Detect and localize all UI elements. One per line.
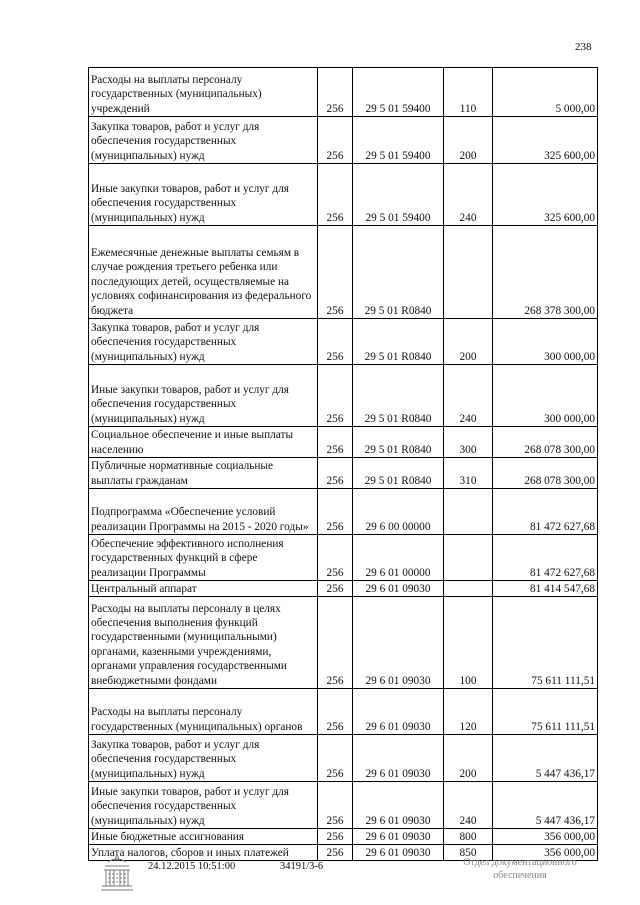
row-sum: 268 078 300,00: [493, 427, 598, 458]
row-sum: 5 447 436,17: [493, 735, 598, 782]
row-code: 256: [318, 427, 353, 458]
row-sum: 356 000,00: [493, 829, 598, 845]
table-row: [89, 689, 598, 735]
row-code: 256: [318, 117, 353, 164]
row-sum: 5 447 436,17: [493, 782, 598, 829]
row-code: 256: [318, 782, 353, 829]
row-code: 256: [318, 581, 353, 597]
footer-doc-number: 34191/3-6: [280, 861, 324, 872]
row-vr: [444, 226, 493, 319]
row-name: Обеспечение эффективного исполнения государственных функций в сфере реализации Программы: [89, 535, 318, 581]
row-sum: 300 000,00: [493, 319, 598, 365]
row-name: Закупка товаров, работ и услуг для обеспечения государственных (муниципальных) нужд: [89, 319, 318, 365]
row-vr: [444, 489, 493, 535]
row-name: Социальное обеспечение и иные выплаты населению: [89, 427, 318, 458]
row-csr: 29 6 01 09030: [353, 782, 444, 829]
row-code: 256: [318, 458, 353, 489]
table-row: [89, 581, 598, 597]
table-row: [89, 535, 598, 581]
row-code: 256: [318, 845, 353, 861]
row-sum: 5 000,00: [493, 68, 598, 117]
row-code: 256: [318, 164, 353, 226]
row-name: Иные закупки товаров, работ и услуг для обеспечения государственных (муниципальных) нужд: [89, 782, 318, 829]
row-name: Подпрограмма «Обеспечение условий реализации Программы на 2015 - 2020 годы»: [89, 489, 318, 535]
row-name: Иные бюджетные ассигнования: [89, 829, 318, 845]
row-csr: 29 5 01 59400: [353, 68, 444, 117]
row-name: Расходы на выплаты персоналу в целях обеспечения выполнения функций государственными (муниципальными) органами, казенными учреждениями, органами управления государственными внебюджетными фондами: [89, 597, 318, 689]
row-csr: 29 5 01 R0840: [353, 427, 444, 458]
row-csr: 29 5 01 R0840: [353, 226, 444, 319]
row-code: 256: [318, 689, 353, 735]
table-row: [89, 427, 598, 458]
row-vr: 200: [444, 319, 493, 365]
row-code: 256: [318, 68, 353, 117]
row-vr: 800: [444, 829, 493, 845]
row-vr: 240: [444, 164, 493, 226]
row-name: Публичные нормативные социальные выплаты гражданам: [89, 458, 318, 489]
table-row: [89, 782, 598, 829]
row-csr: 29 6 01 09030: [353, 829, 444, 845]
page-number: 238: [575, 41, 592, 53]
footer-datetime: 24.12.2015 10:51:00: [148, 861, 236, 872]
row-name: Закупка товаров, работ и услуг для обеспечения государственных (муниципальных) нужд: [89, 735, 318, 782]
table-row: [89, 164, 598, 226]
row-vr: 120: [444, 689, 493, 735]
row-vr: 100: [444, 597, 493, 689]
budget-table-body: [89, 68, 598, 861]
row-csr: 29 5 01 59400: [353, 117, 444, 164]
row-sum: 75 611 111,51: [493, 689, 598, 735]
row-sum: 268 078 300,00: [493, 458, 598, 489]
row-csr: 29 6 01 09030: [353, 735, 444, 782]
table-row: [89, 117, 598, 164]
row-name: Ежемесячные денежные выплаты семьям в случае рождения третьего ребенка или последующих детей, осуществляемые на условиях софинансирования из федерального бюджета: [89, 226, 318, 319]
row-sum: 268 378 300,00: [493, 226, 598, 319]
table-row: [89, 489, 598, 535]
row-sum: 81 414 547,68: [493, 581, 598, 597]
row-vr: 240: [444, 782, 493, 829]
row-vr: 240: [444, 365, 493, 427]
row-sum: 75 611 111,51: [493, 597, 598, 689]
table-row: [89, 735, 598, 782]
row-name: Расходы на выплаты персоналу государственных (муниципальных) органов: [89, 689, 318, 735]
table-row: [89, 226, 598, 319]
row-name: Иные закупки товаров, работ и услуг для обеспечения государственных (муниципальных) нужд: [89, 365, 318, 427]
row-csr: 29 5 01 R0840: [353, 458, 444, 489]
table-row: [89, 319, 598, 365]
row-code: 256: [318, 489, 353, 535]
row-vr: 200: [444, 117, 493, 164]
table-row: [89, 365, 598, 427]
table-row: [89, 68, 598, 117]
row-vr: [444, 581, 493, 597]
row-sum: 325 600,00: [493, 117, 598, 164]
row-sum: 81 472 627,68: [493, 489, 598, 535]
row-csr: 29 6 01 09030: [353, 689, 444, 735]
table-row: [89, 597, 598, 689]
row-code: 256: [318, 735, 353, 782]
row-csr: 29 5 01 59400: [353, 164, 444, 226]
row-sum: 81 472 627,68: [493, 535, 598, 581]
footer-department: Отдел документационного обеспечения: [463, 857, 577, 881]
row-name: Расходы на выплаты персоналу государственных (муниципальных) учреждений: [89, 68, 318, 117]
row-vr: [444, 535, 493, 581]
budget-table: [88, 67, 598, 861]
table-row: [89, 829, 598, 845]
row-csr: 29 6 00 00000: [353, 489, 444, 535]
row-vr: 200: [444, 735, 493, 782]
row-csr: 29 6 01 00000: [353, 535, 444, 581]
row-name: Уплата налогов, сборов и иных платежей: [89, 845, 318, 861]
row-csr: 29 6 01 09030: [353, 845, 444, 861]
row-code: 256: [318, 829, 353, 845]
row-csr: 29 6 01 09030: [353, 597, 444, 689]
row-sum: 300 000,00: [493, 365, 598, 427]
row-code: 256: [318, 365, 353, 427]
row-code: 256: [318, 226, 353, 319]
row-vr: 300: [444, 427, 493, 458]
row-name: Иные закупки товаров, работ и услуг для обеспечения государственных (муниципальных) нужд: [89, 164, 318, 226]
row-code: 256: [318, 535, 353, 581]
row-sum: 325 600,00: [493, 164, 598, 226]
row-sum: 356 000,00: [493, 845, 598, 861]
table-row: [89, 458, 598, 489]
row-vr: 310: [444, 458, 493, 489]
row-vr: 850: [444, 845, 493, 861]
building-stamp-icon: [100, 852, 134, 892]
row-code: 256: [318, 319, 353, 365]
row-code: 256: [318, 597, 353, 689]
row-csr: 29 5 01 R0840: [353, 365, 444, 427]
row-name: Закупка товаров, работ и услуг для обеспечения государственных (муниципальных) нужд: [89, 117, 318, 164]
row-vr: 110: [444, 68, 493, 117]
row-csr: 29 5 01 R0840: [353, 319, 444, 365]
row-csr: 29 6 01 09030: [353, 581, 444, 597]
row-name: Центральный аппарат: [89, 581, 318, 597]
